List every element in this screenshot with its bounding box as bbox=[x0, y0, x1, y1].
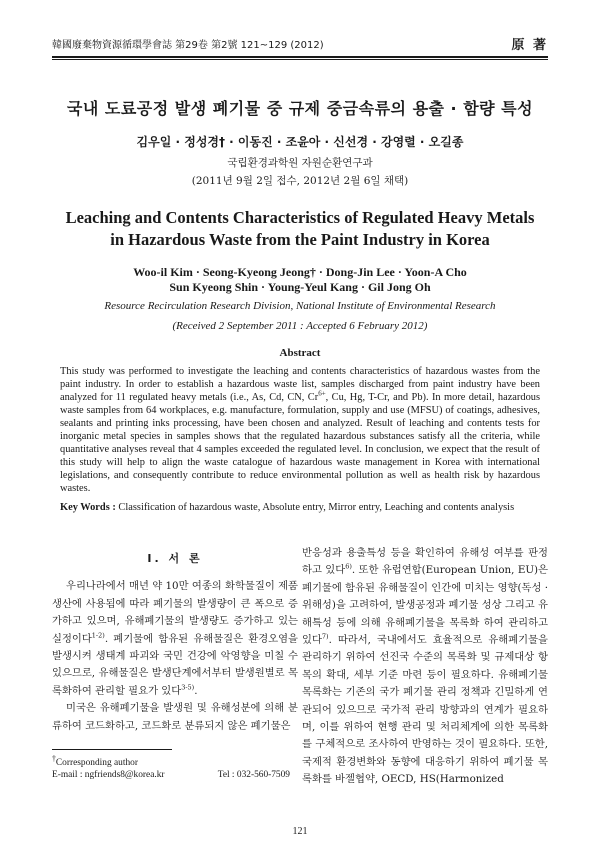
english-received-dates: (Received 2 September 2011 : Accepted 6 February 2012) bbox=[172, 320, 428, 332]
right-text-c: . 따라서, 국내에서도 효율적으로 유해폐기물을 관리하기 위하여 선진국 수준의 목록화 및 규제대상 항목의 확대, 세부 기준 마련 등이 필요하다. 유해폐기물 목록화는 기존의 국가 폐기물 관리 정책과 긴밀하게 연관되어 있으므로 국가적 관리 방향과의 연계가 필요하며, 이를 위하여 현행 관리 및 처리체계에 의한 목록화를 구체적으로 조사하여 반영하는 것이 필요하다. 또한, 국제적 환경변화와 동향에 대응하기 위하여 폐기물 목록화를 바젤협약, OECD, HS(Harmonized bbox=[302, 634, 548, 786]
keywords-label: Key Words : bbox=[60, 502, 116, 513]
right-column bbox=[302, 545, 548, 789]
korean-authors: 김우일 · 정성경† · 이동진 · 조윤아 · 신선경 · 강영렬 · 오길종 bbox=[136, 135, 464, 149]
intro-paragraph-2-continued bbox=[302, 545, 548, 789]
right-citation-2: 7) bbox=[321, 632, 329, 641]
keywords bbox=[60, 501, 550, 514]
footnote-rule bbox=[52, 749, 172, 750]
page-number: 121 bbox=[292, 826, 308, 837]
english-authors bbox=[40, 265, 560, 295]
intro-p1-text-b: . 폐기물에 함유된 유해물질은 환경오염을 발생시켜 생태계 파괴와 국민 건강에 악영향을 미칠 수 있으므로, 유해물질은 발생단계에서부터 발생원별로 목록화하여 관리할 필요가 있다 bbox=[52, 632, 298, 697]
right-text-a: 반응성과 용출특성 등을 확인하여 유해성 여부를 판정하고 있다 bbox=[302, 547, 548, 577]
abstract-text-2: , Cu, Hg, T-Cr, and Pb). In more detail, hazardous waste samples from 64 workplaces, e.g. manufacture, formulation, supply and use (MFSU) of coatings, adhesives, sealants and printing inks processing, have been chosen and analyzed. Result of leaching and contents tests for inorganic metal species in samples shows that the regulated hazardous substances satisfy all the criteria, while quantitative analyses reveal that 4 samples exceeded the regulated level. In conclusion, we expect that the result of this study will help to align the waste catalogue of hazardous waste management in Korea with international legislations, and consequently contribute to reduce environmental pollution as well as health risk by hazardous wastes. bbox=[60, 392, 541, 494]
journal-citation: 韓國廢棄物資源循環學會誌 第29卷 第2號 121~129 (2012) bbox=[52, 40, 324, 51]
korean-affiliation: 국립환경과학원 자원순환연구과 bbox=[227, 157, 373, 169]
footnote-dagger: † bbox=[52, 754, 56, 763]
intro-paragraph-2: 미국은 유해폐기물을 발생원 및 유해성분에 의해 분류하여 코드화하고, 코드화로 분류되지 않은 폐기물은 bbox=[52, 702, 298, 732]
right-citation-1: 6) bbox=[345, 562, 352, 571]
header-rule-thick bbox=[52, 56, 548, 58]
footnote-label: Corresponding author bbox=[55, 758, 138, 769]
left-column bbox=[52, 550, 298, 735]
header-rule-thin bbox=[52, 59, 548, 60]
english-title-line-2: in Hazardous Waste from the Paint Industry in Korea bbox=[110, 230, 490, 249]
article-type-badge: 原 著 bbox=[511, 38, 548, 53]
footnote-contact-line bbox=[52, 769, 290, 781]
intro-p1-citation-1: 1-2) bbox=[91, 631, 105, 640]
english-title-line-1: Leaching and Contents Characteristics of Regulated Heavy Metals bbox=[65, 208, 535, 227]
abstract-heading: Abstract bbox=[279, 347, 321, 359]
english-authors-line-2: Sun Kyeong Shin · Young-Yeul Kang · Gil Jong Oh bbox=[169, 280, 431, 294]
intro-p1-text-c: . bbox=[194, 684, 198, 697]
english-affiliation: Resource Recirculation Research Division, National Institute of Environmental Research bbox=[104, 300, 496, 312]
intro-p1-text-a: 우리나라에서 매년 약 10만 여종의 화학물질이 제품 생산에 사용됨에 따라 폐기물의 발생량이 큰 폭으로 증가하고 있으며, 유해폐기물의 발생량도 증가하고 있는 실정이다 bbox=[52, 580, 298, 645]
corresponding-author-footnote bbox=[52, 753, 302, 781]
footnote-tel: Tel : 032-560-7509 bbox=[217, 770, 290, 781]
footnote-author-line bbox=[52, 753, 302, 769]
korean-title: 국내 도료공정 발생 폐기물 중 규제 중금속류의 용출 · 함량 특성 bbox=[66, 99, 534, 118]
intro-paragraph-1 bbox=[52, 578, 298, 700]
right-text-b: . 또한 유럽연합(European Union, EU)은 폐기물에 함유된 유해물질이 인간에 미치는 영향(독성 · 위해성)을 고려하여, 발생공정과 폐기물 성상 그리고 유해특성 등에 의해 유해폐기물을 목록화 하여 관리하고 있다 bbox=[302, 564, 549, 647]
abstract-superscript: 6+ bbox=[318, 389, 326, 398]
english-title bbox=[40, 207, 560, 251]
keywords-list: Classification of hazardous waste, Absolute entry, Mirror entry, Leaching and contents analysis bbox=[118, 502, 515, 513]
running-head bbox=[52, 40, 548, 52]
footnote-email: E-mail : ngfriends8@korea.kr bbox=[52, 770, 165, 781]
abstract-body bbox=[60, 365, 540, 495]
intro-p1-citation-2: 3-5) bbox=[181, 683, 195, 692]
korean-received-dates: (2011년 9월 2일 접수, 2012년 2월 6일 채택) bbox=[191, 175, 409, 187]
abstract-text-1: This study was performed to investigate the leaching and contents characteristics of hazardous wastes from the paint industry. In order to establish a hazardous waste list, samples discharged from paint industry have been analyzed for 11 regulated heavy metals (i.e., As, Cd, CN, Cr bbox=[60, 366, 540, 403]
section-heading-introduction: I. 서 론 bbox=[147, 552, 203, 565]
english-authors-line-1: Woo-il Kim · Seong-Kyeong Jeong† · Dong-Jin Lee · Yoon-A Cho bbox=[133, 265, 467, 279]
